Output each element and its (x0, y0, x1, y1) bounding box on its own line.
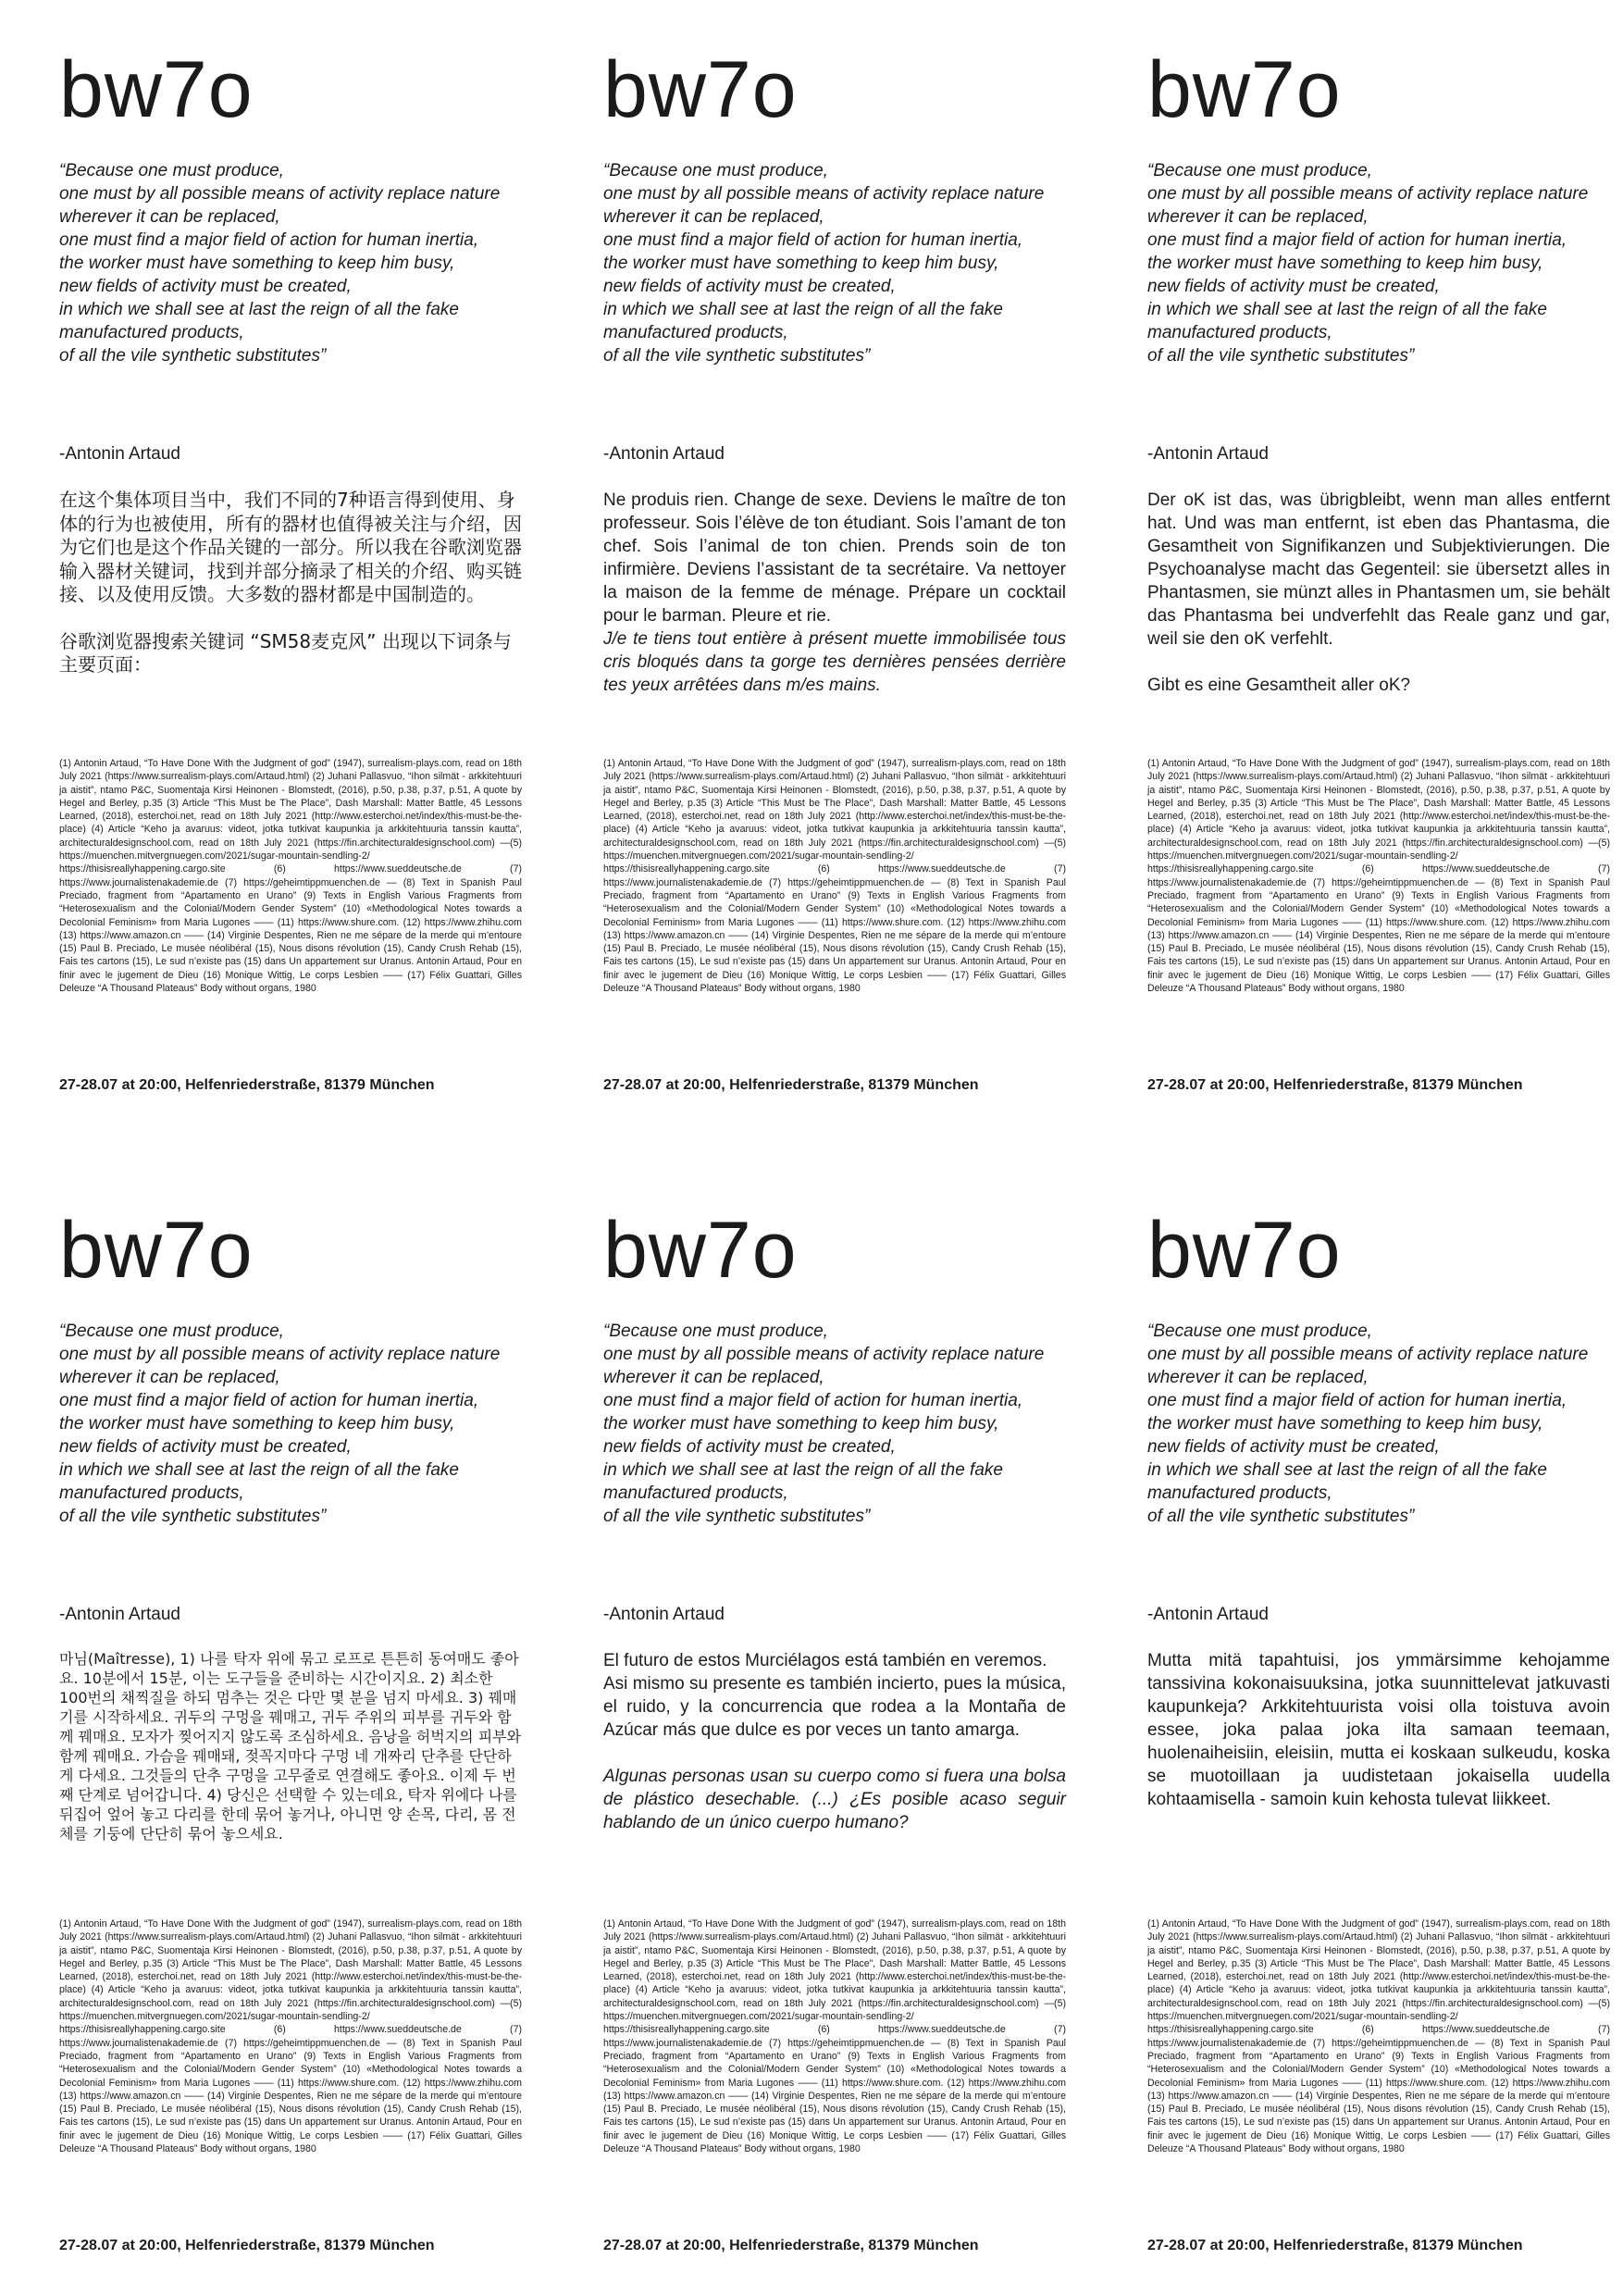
poster-title: bw7o (1147, 45, 1342, 134)
poster-body-text (1147, 1649, 1610, 1811)
artaud-quote: “Because one must produce, one must by all possible means of activity replace nature wherever it can be replaced, one must find a major field of action for human inertia, the worker must have something to keep him busy, new fields of activity must be created, in which we shall see at last the reign of all the fake manufactured products, of all the vile synthetic substitutes” (59, 1322, 501, 1526)
body-paragraph: Gibt es eine Gesamtheit aller oK? (1147, 676, 1411, 695)
body-paragraph: Mutta mitä tapahtuisi, jos ymmärsimme kehojamme tanssivina kokonaisuuksina, jotka suunnittelevat jatkuvasti kaupunkeja? Arkkitehtuurista voisi olla toistuva avoin essee, joka palaa joka ilta samaan teemaan, huolenaiheisiin, eleisiin, mutta ei koskaan sulkeudu, koska se muotoillaan ja uudistetaan jokaisella uudella kohtaamisella - samoin kuin kehosta tulevat liikkeet. (1147, 1651, 1610, 1809)
footnotes: (1) Antonin Artaud, “To Have Done With the Judgment of god” (1947), surrealism-plays.com, read on 18th July 2021 (https://www.surrealism-plays.com/Artaud.html) (2) Juhani Pallasvuo, “Ihon silmät - arkkitehtuuri ja aistit”, ntamo P&C, Suomentaja Kirsi Heinonen - Blomstedt, (2016), p.50, p.38, p.37, p.51, A quote by Hegel and Berley, p.35 (3) Article “This Must be The Place”, Dash Marshall: Matter Battle, 45 Lessons Learned, (2018), esterchoi.net, read on 18th July 2021 (http://www.esterchoi.net/index/this-must-be-the-place) (4) Article “Keho ja avaruus: videot, jotka tutkivat kaupunkia ja arkkitehtuuria tanssin kautta”, architecturaldesignschool.com, read on 18th July 2021 (https://fin.architecturaldesignschool.com) —(5) https://muenchen.mitvergnuegen.com/2021/sugar-mountain-sendling-2/ https://thisisreallyhappening.cargo.site (6) https://www.sueddeutsche.de (7) https://www.journalistenakademie.de (7) https://geheimtippmuenchen.de — (8) Text in Spanish Paul Preciado, fragment from “Apartamento en Urano” (9) Texts in English Various Fragments from “Heterosexualism and the Colonial/Modern Gender System” (10) «Methodological Notes towards a Decolonial Feminism» from Maria Lugones —— (11) https://www.shure.com. (12) https://www.zhihu.com (13) https://www.amazon.cn —— (14) Virginie Despentes, Rien ne me sépare de la merde qui m’entoure (15) Paul B. Preciado, Le musée néolibéral (15), Nous disons révolution (15), Candy Crush Rehab (15), Fais tes cartons (15), Le sud n’existe pas (15) dans Un appartement sur Uranus. Antonin Artaud, Pour en finir avec le jugement de Dieu (16) Monique Wittig, Le corps Lesbien —— (17) Félix Guattari, Gilles Deleuze “A Thousand Plateaus” Body without organs, 1980 (603, 758, 1066, 995)
poster-title: bw7o (1147, 1206, 1342, 1295)
quote-author: -Antonin Artaud (603, 444, 725, 464)
body-paragraph: Ne produis rien. Change de sexe. Deviens le maître de ton professeur. Sois l’élève de ton étudiant. Sois l’amant de ton chef. Sois l’animal de ton chien. Prends soin de ton infirmière. Deviens l’assistant de ta secrétaire. Va nettoyer la maison de la femme de ménage. Prépare un cocktail pour le barman. Pleure et rie. (603, 490, 1066, 626)
event-info: 27-28.07 at 20:00, Helfenriederstraße, 81379 München (603, 1077, 979, 1093)
artaud-quote: “Because one must produce, one must by all possible means of activity replace nature wherever it can be replaced, one must find a major field of action for human inertia, the worker must have something to keep him busy, new fields of activity must be created, in which we shall see at last the reign of all the fake manufactured products, of all the vile synthetic substitutes” (1147, 161, 1589, 366)
poster-korean (59, 1160, 522, 2253)
poster-title: bw7o (603, 1206, 798, 1295)
artaud-quote: “Because one must produce, one must by all possible means of activity replace nature wherever it can be replaced, one must find a major field of action for human inertia, the worker must have something to keep him busy, new fields of activity must be created, in which we shall see at last the reign of all the fake manufactured products, of all the vile synthetic substitutes” (603, 161, 1045, 366)
quote-author: -Antonin Artaud (59, 1605, 180, 1624)
body-paragraph: 谷歌浏览器搜索关键词 “SM58麦克风” 出现以下词条与主要页面： (59, 629, 512, 676)
artaud-quote: “Because one must produce, one must by all possible means of activity replace nature wherever it can be replaced, one must find a major field of action for human inertia, the worker must have something to keep him busy, new fields of activity must be created, in which we shall see at last the reign of all the fake manufactured products, of all the vile synthetic substitutes” (1147, 1322, 1589, 1526)
poster-german (1147, 0, 1610, 1093)
body-paragraph: Algunas personas usan su cuerpo como si fuera una bolsa de plástico desechable. (...) ¿Es posible acaso seguir hablando de un único cuerpo humano? (603, 1767, 1066, 1832)
poster-spanish (603, 1160, 1066, 2253)
artaud-quote: “Because one must produce, one must by all possible means of activity replace nature wherever it can be replaced, one must find a major field of action for human inertia, the worker must have something to keep him busy, new fields of activity must be created, in which we shall see at last the reign of all the fake manufactured products, of all the vile synthetic substitutes” (59, 161, 501, 366)
poster-title: bw7o (59, 45, 254, 134)
body-paragraph: Asi mismo su presente es también incierto, pues la música, el ruido, y la concurrencia que rodea a la Montaña de Azúcar más que dulce es por veces un tanto amarga. (603, 1674, 1066, 1740)
poster-chinese (59, 0, 522, 1093)
footnotes: (1) Antonin Artaud, “To Have Done With the Judgment of god” (1947), surrealism-plays.com, read on 18th July 2021 (https://www.surrealism-plays.com/Artaud.html) (2) Juhani Pallasvuo, “Ihon silmät - arkkitehtuuri ja aistit”, ntamo P&C, Suomentaja Kirsi Heinonen - Blomstedt, (2016), p.50, p.38, p.37, p.51, A quote by Hegel and Berley, p.35 (3) Article “This Must be The Place”, Dash Marshall: Matter Battle, 45 Lessons Learned, (2018), esterchoi.net, read on 18th July 2021 (http://www.esterchoi.net/index/this-must-be-the-place) (4) Article “Keho ja avaruus: videot, jotka tutkivat kaupunkia ja arkkitehtuuria tanssin kautta”, architecturaldesignschool.com, read on 18th July 2021 (https://fin.architecturaldesignschool.com) —(5) https://muenchen.mitvergnuegen.com/2021/sugar-mountain-sendling-2/ https://thisisreallyhappening.cargo.site (6) https://www.sueddeutsche.de (7) https://www.journalistenakademie.de (7) https://geheimtippmuenchen.de — (8) Text in Spanish Paul Preciado, fragment from “Apartamento en Urano” (9) Texts in English Various Fragments from “Heterosexualism and the Colonial/Modern Gender System” (10) «Methodological Notes towards a Decolonial Feminism» from Maria Lugones —— (11) https://www.shure.com. (12) https://www.zhihu.com (13) https://www.amazon.cn —— (14) Virginie Despentes, Rien ne me sépare de la merde qui m’entoure (15) Paul B. Preciado, Le musée néolibéral (15), Nous disons révolution (15), Candy Crush Rehab (15), Fais tes cartons (15), Le sud n’existe pas (15) dans Un appartement sur Uranus. Antonin Artaud, Pour en finir avec le jugement de Dieu (16) Monique Wittig, Le corps Lesbien —— (17) Félix Guattari, Gilles Deleuze “A Thousand Plateaus” Body without organs, 1980 (1147, 758, 1610, 995)
footnotes: (1) Antonin Artaud, “To Have Done With the Judgment of god” (1947), surrealism-plays.com, read on 18th July 2021 (https://www.surrealism-plays.com/Artaud.html) (2) Juhani Pallasvuo, “Ihon silmät - arkkitehtuuri ja aistit”, ntamo P&C, Suomentaja Kirsi Heinonen - Blomstedt, (2016), p.50, p.38, p.37, p.51, A quote by Hegel and Berley, p.35 (3) Article “This Must be The Place”, Dash Marshall: Matter Battle, 45 Lessons Learned, (2018), esterchoi.net, read on 18th July 2021 (http://www.esterchoi.net/index/this-must-be-the-place) (4) Article “Keho ja avaruus: videot, jotka tutkivat kaupunkia ja arkkitehtuuria tanssin kautta”, architecturaldesignschool.com, read on 18th July 2021 (https://fin.architecturaldesignschool.com) —(5) https://muenchen.mitvergnuegen.com/2021/sugar-mountain-sendling-2/ https://thisisreallyhappening.cargo.site (6) https://www.sueddeutsche.de (7) https://www.journalistenakademie.de (7) https://geheimtippmuenchen.de — (8) Text in Spanish Paul Preciado, fragment from “Apartamento en Urano” (9) Texts in English Various Fragments from “Heterosexualism and the Colonial/Modern Gender System” (10) «Methodological Notes towards a Decolonial Feminism» from Maria Lugones —— (11) https://www.shure.com. (12) https://www.zhihu.com (13) https://www.amazon.cn —— (14) Virginie Despentes, Rien ne me sépare de la merde qui m’entoure (15) Paul B. Preciado, Le musée néolibéral (15), Nous disons révolution (15), Candy Crush Rehab (15), Fais tes cartons (15), Le sud n’existe pas (15) dans Un appartement sur Uranus. Antonin Artaud, Pour en finir avec le jugement de Dieu (16) Monique Wittig, Le corps Lesbien —— (17) Félix Guattari, Gilles Deleuze “A Thousand Plateaus” Body without organs, 1980 (59, 1918, 522, 2155)
poster-french (603, 0, 1066, 1093)
poster-title: bw7o (59, 1206, 254, 1295)
quote-author: -Antonin Artaud (1147, 1605, 1269, 1624)
quote-author: -Antonin Artaud (59, 444, 180, 464)
poster-finnish (1147, 1160, 1610, 2253)
body-paragraph: Der oK ist das, was übrigbleibt, wenn man alles entfernt hat. Und was man entfernt, ist eben das Phantasma, die Gesamtheit von Signifikanzen und Subjektivierungen. Die Psychoanalyse macht das Gegenteil: sie übersetzt alles in Phantasmen, sie münzt alles in Phantasmen um, sie behält das Phantasma bei undverfehlt das Reale ganz und gar, weil sie den oK verfehlt. (1147, 490, 1610, 649)
event-info: 27-28.07 at 20:00, Helfenriederstraße, 81379 München (603, 2238, 979, 2253)
footnotes: (1) Antonin Artaud, “To Have Done With the Judgment of god” (1947), surrealism-plays.com, read on 18th July 2021 (https://www.surrealism-plays.com/Artaud.html) (2) Juhani Pallasvuo, “Ihon silmät - arkkitehtuuri ja aistit”, ntamo P&C, Suomentaja Kirsi Heinonen - Blomstedt, (2016), p.50, p.38, p.37, p.51, A quote by Hegel and Berley, p.35 (3) Article “This Must be The Place”, Dash Marshall: Matter Battle, 45 Lessons Learned, (2018), esterchoi.net, read on 18th July 2021 (http://www.esterchoi.net/index/this-must-be-the-place) (4) Article “Keho ja avaruus: videot, jotka tutkivat kaupunkia ja arkkitehtuuria tanssin kautta”, architecturaldesignschool.com, read on 18th July 2021 (https://fin.architecturaldesignschool.com) —(5) https://muenchen.mitvergnuegen.com/2021/sugar-mountain-sendling-2/ https://thisisreallyhappening.cargo.site (6) https://www.sueddeutsche.de (7) https://www.journalistenakademie.de (7) https://geheimtippmuenchen.de — (8) Text in Spanish Paul Preciado, fragment from “Apartamento en Urano” (9) Texts in English Various Fragments from “Heterosexualism and the Colonial/Modern Gender System” (10) «Methodological Notes towards a Decolonial Feminism» from Maria Lugones —— (11) https://www.shure.com. (12) https://www.zhihu.com (13) https://www.amazon.cn —— (14) Virginie Despentes, Rien ne me sépare de la merde qui m’entoure (15) Paul B. Preciado, Le musée néolibéral (15), Nous disons révolution (15), Candy Crush Rehab (15), Fais tes cartons (15), Le sud n’existe pas (15) dans Un appartement sur Uranus. Antonin Artaud, Pour en finir avec le jugement de Dieu (16) Monique Wittig, Le corps Lesbien —— (17) Félix Guattari, Gilles Deleuze “A Thousand Plateaus” Body without organs, 1980 (603, 1918, 1066, 2155)
body-paragraph: 在这个集体项目当中，我们不同的7种语言得到使用、身体的行为也被使用，所有的器材也值得被关注与介绍，因为它们也是这个作品关键的一部分。所以我在谷歌浏览器输入器材关键词，找到并部分摘录了相关的介绍、购买链接、以及使用反馈。大多数的器材都是中国制造的。 (59, 489, 522, 605)
quote-author: -Antonin Artaud (1147, 444, 1269, 464)
quote-author: -Antonin Artaud (603, 1605, 725, 1624)
poster-body-text (59, 489, 522, 677)
body-paragraph: J/e te tiens tout entière à présent muette immobilisée tous cris bloqués dans ta gorge tes dernières pensées derrière tes yeux arrêtées dans m/es mains. (603, 629, 1066, 695)
poster-body-text (603, 1649, 1066, 1834)
poster-body-text (603, 489, 1066, 697)
body-paragraph: El futuro de estos Murciélagos está también en veremos. (603, 1651, 1047, 1670)
footnotes: (1) Antonin Artaud, “To Have Done With the Judgment of god” (1947), surrealism-plays.com, read on 18th July 2021 (https://www.surrealism-plays.com/Artaud.html) (2) Juhani Pallasvuo, “Ihon silmät - arkkitehtuuri ja aistit”, ntamo P&C, Suomentaja Kirsi Heinonen - Blomstedt, (2016), p.50, p.38, p.37, p.51, A quote by Hegel and Berley, p.35 (3) Article “This Must be The Place”, Dash Marshall: Matter Battle, 45 Lessons Learned, (2018), esterchoi.net, read on 18th July 2021 (http://www.esterchoi.net/index/this-must-be-the-place) (4) Article “Keho ja avaruus: videot, jotka tutkivat kaupunkia ja arkkitehtuuria tanssin kautta”, architecturaldesignschool.com, read on 18th July 2021 (https://fin.architecturaldesignschool.com) —(5) https://muenchen.mitvergnuegen.com/2021/sugar-mountain-sendling-2/ https://thisisreallyhappening.cargo.site (6) https://www.sueddeutsche.de (7) https://www.journalistenakademie.de (7) https://geheimtippmuenchen.de — (8) Text in Spanish Paul Preciado, fragment from “Apartamento en Urano” (9) Texts in English Various Fragments from “Heterosexualism and the Colonial/Modern Gender System” (10) «Methodological Notes towards a Decolonial Feminism» from Maria Lugones —— (11) https://www.shure.com. (12) https://www.zhihu.com (13) https://www.amazon.cn —— (14) Virginie Despentes, Rien ne me sépare de la merde qui m’entoure (15) Paul B. Preciado, Le musée néolibéral (15), Nous disons révolution (15), Candy Crush Rehab (15), Fais tes cartons (15), Le sud n’existe pas (15) dans Un appartement sur Uranus. Antonin Artaud, Pour en finir avec le jugement de Dieu (16) Monique Wittig, Le corps Lesbien —— (17) Félix Guattari, Gilles Deleuze “A Thousand Plateaus” Body without organs, 1980 (1147, 1918, 1610, 2155)
event-info: 27-28.07 at 20:00, Helfenriederstraße, 81379 München (59, 2238, 435, 2253)
footnotes: (1) Antonin Artaud, “To Have Done With the Judgment of god” (1947), surrealism-plays.com, read on 18th July 2021 (https://www.surrealism-plays.com/Artaud.html) (2) Juhani Pallasvuo, “Ihon silmät - arkkitehtuuri ja aistit”, ntamo P&C, Suomentaja Kirsi Heinonen - Blomstedt, (2016), p.50, p.38, p.37, p.51, A quote by Hegel and Berley, p.35 (3) Article “This Must be The Place”, Dash Marshall: Matter Battle, 45 Lessons Learned, (2018), esterchoi.net, read on 18th July 2021 (http://www.esterchoi.net/index/this-must-be-the-place) (4) Article “Keho ja avaruus: videot, jotka tutkivat kaupunkia ja arkkitehtuuria tanssin kautta”, architecturaldesignschool.com, read on 18th July 2021 (https://fin.architecturaldesignschool.com) —(5) https://muenchen.mitvergnuegen.com/2021/sugar-mountain-sendling-2/ https://thisisreallyhappening.cargo.site (6) https://www.sueddeutsche.de (7) https://www.journalistenakademie.de (7) https://geheimtippmuenchen.de — (8) Text in Spanish Paul Preciado, fragment from “Apartamento en Urano” (9) Texts in English Various Fragments from “Heterosexualism and the Colonial/Modern Gender System” (10) «Methodological Notes towards a Decolonial Feminism» from Maria Lugones —— (11) https://www.shure.com. (12) https://www.zhihu.com (13) https://www.amazon.cn —— (14) Virginie Despentes, Rien ne me sépare de la merde qui m’entoure (15) Paul B. Preciado, Le musée néolibéral (15), Nous disons révolution (15), Candy Crush Rehab (15), Fais tes cartons (15), Le sud n’existe pas (15) dans Un appartement sur Uranus. Antonin Artaud, Pour en finir avec le jugement de Dieu (16) Monique Wittig, Le corps Lesbien —— (17) Félix Guattari, Gilles Deleuze “A Thousand Plateaus” Body without organs, 1980 (59, 758, 522, 995)
poster-body-text (1147, 489, 1610, 697)
event-info: 27-28.07 at 20:00, Helfenriederstraße, 81379 München (1147, 2238, 1523, 2253)
event-info: 27-28.07 at 20:00, Helfenriederstraße, 81379 München (59, 1077, 435, 1093)
event-info: 27-28.07 at 20:00, Helfenriederstraße, 81379 München (1147, 1077, 1523, 1093)
poster-body-text (59, 1649, 522, 1843)
artaud-quote: “Because one must produce, one must by all possible means of activity replace nature wherever it can be replaced, one must find a major field of action for human inertia, the worker must have something to keep him busy, new fields of activity must be created, in which we shall see at last the reign of all the fake manufactured products, of all the vile synthetic substitutes” (603, 1322, 1045, 1526)
poster-title: bw7o (603, 45, 798, 134)
body-paragraph: 마님(Maîtresse), 1) 나를 탁자 위에 묶고 로프로 튼튼히 동여매도 좋아요. 10분에서 15분, 이는 도구들을 준비하는 시간이지요. 2) 최소한 100번의 채찍질을 하되 멈추는 것은 다만 몇 분을 넘지 마세요. 3) 꿰매기를 시작하세요. 귀두의 구멍을 꿰매고, 귀두 주위의 피부를 귀두와 함께 꿰매요. 모자가 찢어지지 않도록 조심하세요. 음낭을 허벅지의 피부와 함께 꿰매요. 가슴을 꿰매돼, 젖꼭지마다 구멍 네 개짜리 단추를 단단하게 다세요. 그것들의 단추 구멍을 고무줄로 연결해도 좋아요. 이제 두 번째 단계로 넘어갑니다. 4) 당신은 선택할 수 있는데요, 탁자 위에다 나를 뒤집어 엎어 놓고 다리를 한데 묶어 놓거나, 아니면 양 손목, 다리, 몸 전체를 기둥에 단단히 묶어 놓으세요. (59, 1650, 522, 1843)
